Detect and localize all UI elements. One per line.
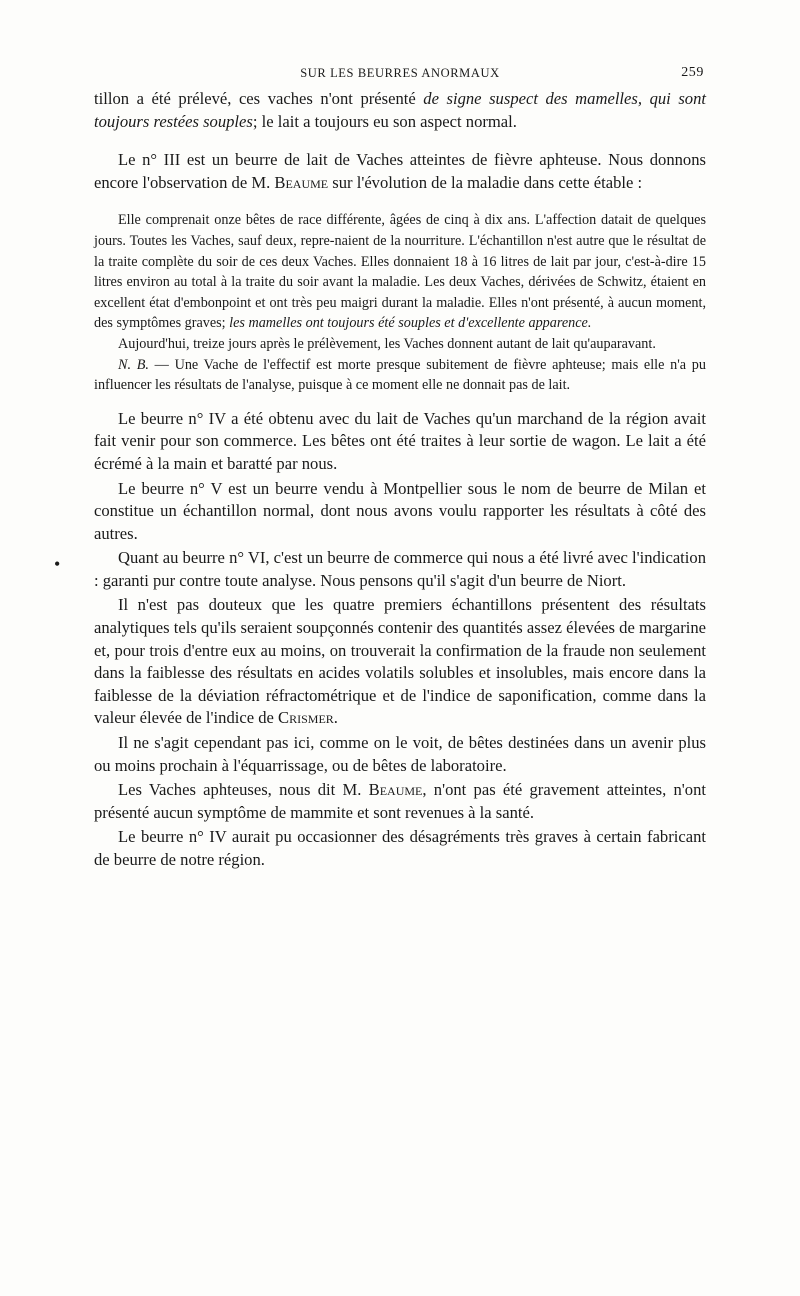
page-number: 259 — [681, 65, 704, 80]
paragraph-not-destined: Il ne s'agit cependant pas ici, comme on le voit, de bêtes destinées dans un avenir plus ou moins prochain à l'équarrissage, ou de bêtes de laboratoire. — [94, 733, 706, 775]
author-name: Crismer — [278, 708, 334, 728]
paragraph-beurre-v: Le beurre n° V est un beurre vendu à Montpellier sous le nom de beurre de Milan et constitue un échantillon normal, dont nous avons voulu rapporter les résultats à côté des autres. — [94, 478, 706, 543]
paragraph-final: Le beurre n° IV aurait pu occasionner des désagréments très graves à certain fabricant de beurre de notre région. — [94, 827, 706, 869]
paragraph-beurre-iv: Le beurre n° IV a été obtenu avec du lait de Vaches qu'un marchand de la région avait fait venir pour son commerce. Les bêtes ont été traites à leur sortie de wagon. Le lait a été écrémé à la main et baratté par nous. — [94, 408, 706, 473]
quote-note: N. B. — Une Vache de l'effectif est morte presque subitement de fièvre aphteuse; mais elle n'a pu influencer les résultats de l'analyse, puisque à ce moment elle ne donnait pas de lait. — [94, 356, 706, 394]
author-name: Beaume — [274, 172, 329, 192]
author-name: Beaume — [368, 780, 423, 800]
quote-paragraph-1: Elle comprenait onze bêtes de race différente, âgées de cinq à dix ans. L'affection datait de quelques jours. Toutes les Vaches, sauf deux, repre-naient de la nourriture. L'échantillon n'est autre que le résultat de la traite complète du soir de ces deux Vaches. Elles donnaient 18 à 16 litres de lait par jour, c'est-à-dire 15 litres environ au total à la traite du soir avant la maladie. Les deux Vaches, dérivées de Schwitz, étaient en excellent état d'embonpoint et ont très peu maigri durant la maladie. Elles n'ont présenté, à aucun moment, des symptômes graves; les mamelles ont toujours été souples et d'excellente apparence. — [94, 212, 706, 332]
margin-mark: • — [54, 554, 61, 575]
quote-paragraph-2: Aujourd'hui, treize jours après le prélèvement, les Vaches donnent autant de lait qu'auparavant. — [118, 335, 656, 352]
paragraph-continued: tillon a été prélevé, ces vaches n'ont présenté de signe suspect des mamelles, qui sont toujours restées souples; le lait a toujours eu son aspect normal. — [94, 89, 706, 131]
running-title: SUR LES BEURRES ANORMAUX — [300, 66, 500, 80]
note-label: N. B. — [118, 356, 149, 373]
paragraph-beurre-vi: Quant au beurre n° VI, c'est un beurre de commerce qui nous a été livré avec l'indication : garanti pur contre toute analyse. Nous pensons qu'il s'agit d'un beurre de Niort. — [94, 548, 706, 590]
paragraph-beurre-iii: Le n° III est un beurre de lait de Vaches atteintes de fièvre aphteuse. Nous donnons encore l'observation de M. Beaume sur l'évolution de la maladie dans cette étable : — [94, 150, 706, 192]
page — [54, 62, 706, 872]
paragraph-conclusion: Il n'est pas douteux que les quatre premiers échantillons présentent des résultats analytiques tels qu'ils seraient soupçonnés contenir des quantités assez élevées de margarine et, pour trois d'entre eux au moins, on trouverait la confirmation de la fraude non seulement dans la faiblesse des résultats en acides volatils solubles et insolubles, mais encore dans la faiblesse de la déviation réfractométrique et de l'indice de saponification, comme dans la valeur élevée de l'indice de Crismer. — [94, 595, 706, 728]
paragraph-aphteuses: Les Vaches aphteuses, nous dit M. Beaume, n'ont pas été gravement atteintes, n'ont présenté aucun symptôme de mammite et sont revenues à la santé. — [94, 780, 706, 822]
running-head — [94, 62, 706, 88]
